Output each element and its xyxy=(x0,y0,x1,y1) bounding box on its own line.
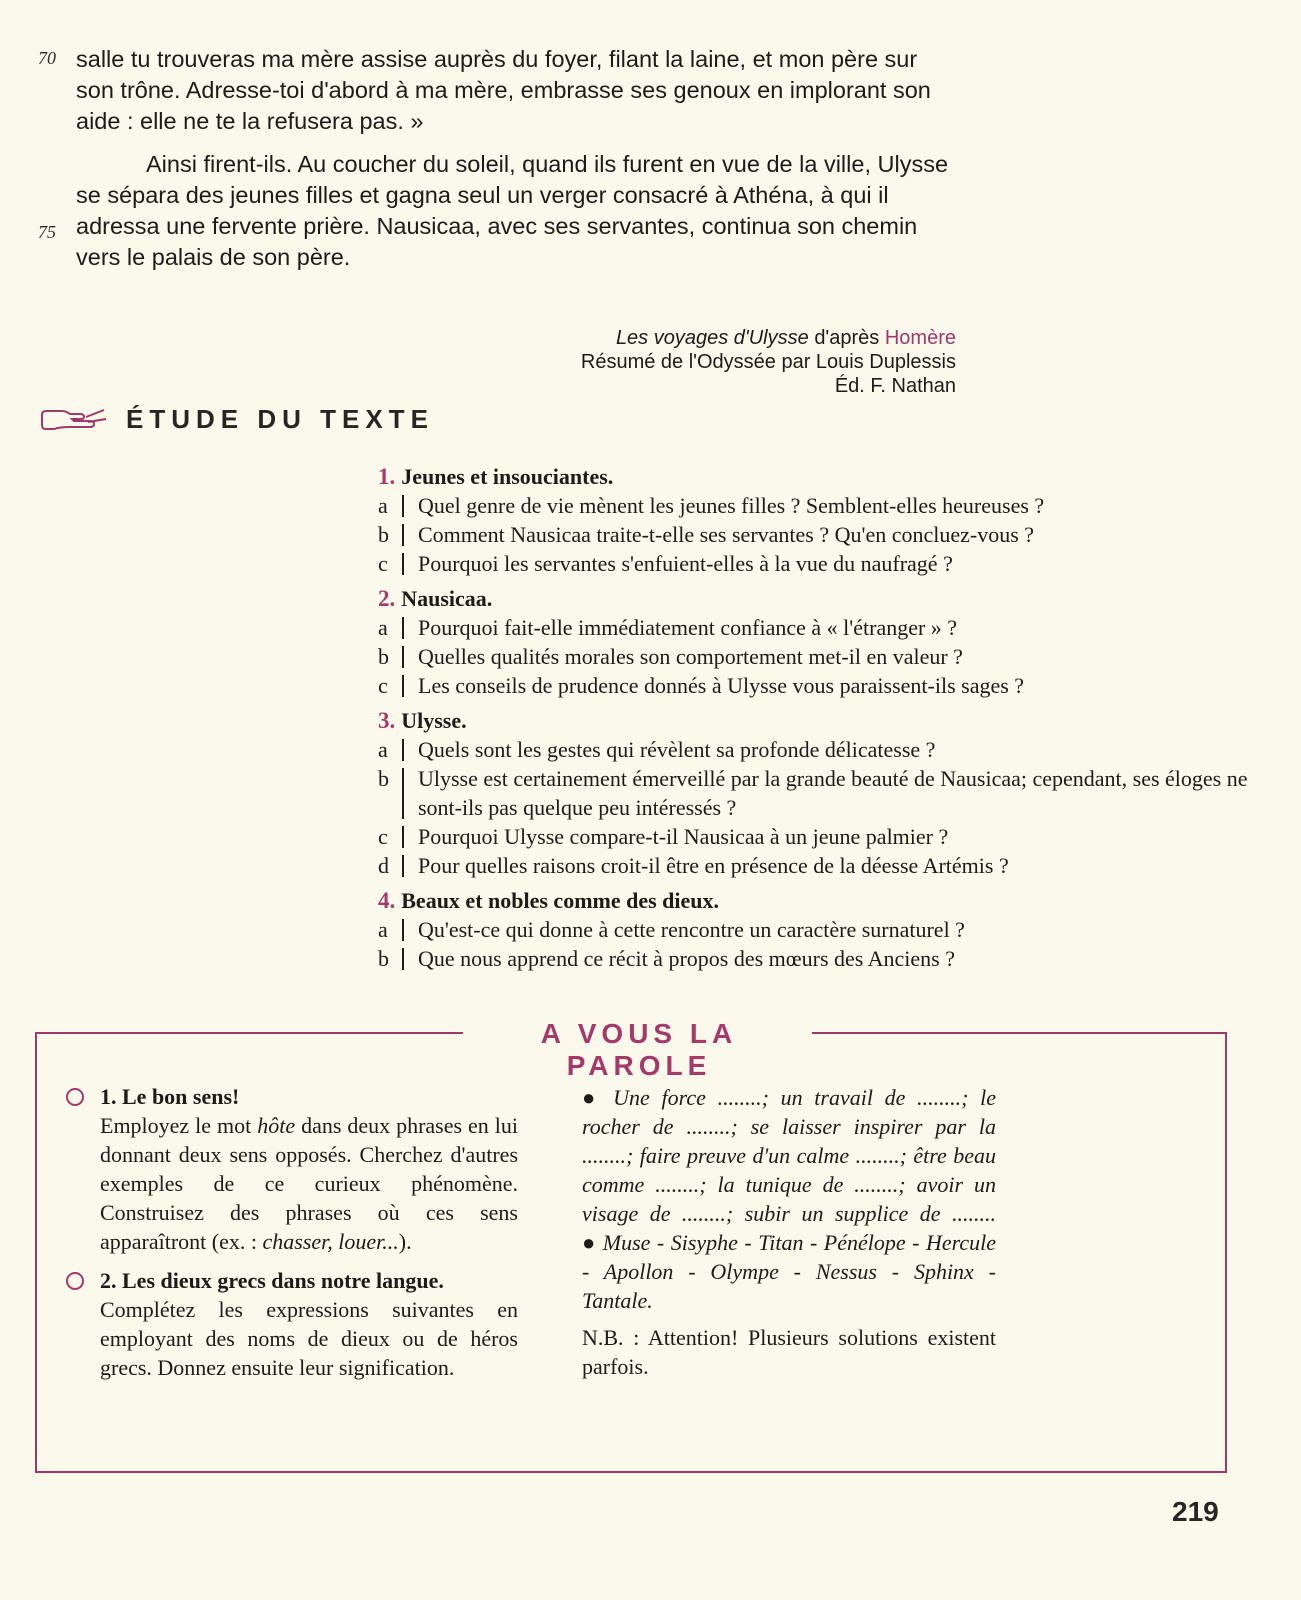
question-letter: d xyxy=(378,853,389,878)
question-bar xyxy=(402,524,404,546)
author: Homère xyxy=(884,327,956,349)
question-text: Ulysse est certainement émerveillé par la grande beauté de Nausicaa; cependant, ses éloges ne sont-ils pas quelque peu intéressés ? xyxy=(418,766,1248,820)
question-bar xyxy=(402,826,404,848)
question xyxy=(378,944,1268,973)
book-title: Les voyages d'Ulysse xyxy=(615,327,809,349)
question-letter: a xyxy=(378,615,388,640)
section-heading: Jeunes et insouciantes. xyxy=(401,464,614,489)
question-text: Pourquoi fait-elle immédiatement confiance à « l'étranger » ? xyxy=(418,615,958,640)
question xyxy=(378,915,1268,944)
question-letter: c xyxy=(378,673,388,698)
question xyxy=(378,613,1268,642)
parole-title: A VOUS LA PAROLE xyxy=(540,1018,738,1081)
question-bar xyxy=(402,919,404,941)
question xyxy=(378,735,1268,764)
question-letter: b xyxy=(378,644,389,669)
etude-header xyxy=(40,404,434,435)
question-text: Pourquoi les servantes s'enfuient-elles à la vue du naufragé ? xyxy=(418,551,953,576)
question-letter: a xyxy=(378,493,388,518)
summary-credit: Résumé de l'Odyssée par Louis Duplessis xyxy=(580,351,956,373)
section-number: 3. xyxy=(378,708,396,733)
section-number: 1. xyxy=(378,464,396,489)
section-number: 2. xyxy=(378,586,396,611)
question-bar xyxy=(402,855,404,877)
circle-bullet-icon xyxy=(66,1088,84,1106)
exercise xyxy=(100,1082,518,1256)
question-letter: a xyxy=(378,917,388,942)
question-bar xyxy=(402,495,404,517)
question-bar xyxy=(402,617,404,639)
question-bar xyxy=(402,646,404,668)
section-number: 4. xyxy=(378,888,396,913)
paragraph: salle tu trouveras ma mère assise auprès du foyer, filant la laine, et mon père sur son trône. Adresse-toi d'abord à ma mère, embrasse ses genoux en implorant son aide : elle ne te la refusera pas. » xyxy=(76,46,931,134)
question-letter: b xyxy=(378,946,389,971)
section-heading: Nausicaa. xyxy=(401,586,493,611)
question-letter: b xyxy=(378,522,389,547)
question-text: Pourquoi Ulysse compare-t-il Nausicaa à un jeune palmier ? xyxy=(418,824,949,849)
question-text: Quels sont les gestes qui révèlent sa profonde délicatesse ? xyxy=(418,737,936,762)
question xyxy=(378,491,1268,520)
question xyxy=(378,764,1268,822)
question-section xyxy=(378,886,1268,973)
body-text xyxy=(76,44,956,273)
line-number: 70 xyxy=(38,48,56,68)
exercise-text: Complétez les expressions suivantes en employant des noms de dieux ou de héros grecs. Donnez ensuite leur signification. xyxy=(100,1297,518,1380)
question-letter: a xyxy=(378,737,388,762)
exercise xyxy=(100,1266,518,1382)
questions xyxy=(378,462,1268,979)
nota-bene: N.B. : Attention! Plusieurs solutions existent parfois. xyxy=(582,1325,996,1379)
question-bar xyxy=(402,675,404,697)
exercise-title: 2. Les dieux grecs dans notre langue. xyxy=(100,1268,444,1293)
question-text: Les conseils de prudence donnés à Ulysse vous paraissent-ils sages ? xyxy=(418,673,1025,698)
question-text: Pour quelles raisons croit-il être en présence de la déesse Artémis ? xyxy=(418,853,1009,878)
question-text: Quelles qualités morales son comportement met-il en valeur ? xyxy=(418,644,963,669)
question xyxy=(378,520,1268,549)
names-list: ● Muse - Sisyphe - Titan - Pénélope - Hercule - Apollon - Olympe - Nessus - Sphinx - Tantale. xyxy=(582,1230,996,1313)
source-citation: Les voyages d'Ulysse d'après Homère Résumé de l'Odyssée par Louis Duplessis Éd. F. Nathan xyxy=(480,326,956,398)
expressions-list: ● Une force ........; un travail de ........; le rocher de ........; se laisser inspirer par la ........; faire preuve d'un calme ........; être beau comme ........; la tunique de ........; avoir un visage de ........; subir un supplice de ........ xyxy=(582,1085,996,1226)
question-text: Quel genre de vie mènent les jeunes filles ? Semblent-elles heureuses ? xyxy=(418,493,1045,518)
paragraph: Ainsi firent-ils. Au coucher du soleil, quand ils furent en vue de la ville, Ulysse se sépara des jeunes filles et gagna seul un verger consacré à Athéna, à qui il adressa une fervente prière. Nausicaa, avec ses servantes, continua son chemin vers le palais de son père. xyxy=(76,151,949,270)
page-number: 219 xyxy=(1172,1496,1219,1527)
question xyxy=(378,851,1268,880)
question-letter: c xyxy=(378,551,388,576)
exercise-title: 1. Le bon sens! xyxy=(100,1084,240,1109)
question-bar xyxy=(402,553,404,575)
question-section xyxy=(378,462,1268,578)
question xyxy=(378,642,1268,671)
question-text: Comment Nausicaa traite-t-elle ses servantes ? Qu'en concluez-vous ? xyxy=(418,522,1035,547)
section-title: ÉTUDE DU TEXTE xyxy=(126,404,434,434)
exercises-column xyxy=(100,1082,518,1382)
question-bar xyxy=(402,768,404,819)
section-heading: Beaux et nobles comme des dieux. xyxy=(401,888,720,913)
question-bar xyxy=(402,948,404,970)
question-letter: b xyxy=(378,766,389,791)
question xyxy=(378,822,1268,851)
question-text: Qu'est-ce qui donne à cette rencontre un caractère surnaturel ? xyxy=(418,917,965,942)
line-number: 75 xyxy=(38,222,56,242)
expressions-column xyxy=(582,1083,996,1381)
hand-pointer-icon xyxy=(40,407,108,433)
question xyxy=(378,549,1268,578)
question-letter: c xyxy=(378,824,388,849)
question xyxy=(378,671,1268,700)
exercise-text: Employez le mot hôte dans deux phrases en lui donnant deux sens opposés. Cherchez d'autres exemples de ce curieux phénomène. Construisez des phrases où ces sens apparaîtront (ex. : chasser, louer...). xyxy=(100,1113,518,1254)
question-bar xyxy=(402,739,404,761)
publisher: Éd. F. Nathan xyxy=(834,375,956,397)
question-section xyxy=(378,584,1268,700)
circle-bullet-icon xyxy=(66,1272,84,1290)
question-text: Que nous apprend ce récit à propos des mœurs des Anciens ? xyxy=(418,946,956,971)
section-heading: Ulysse. xyxy=(401,708,467,733)
question-section xyxy=(378,706,1268,880)
